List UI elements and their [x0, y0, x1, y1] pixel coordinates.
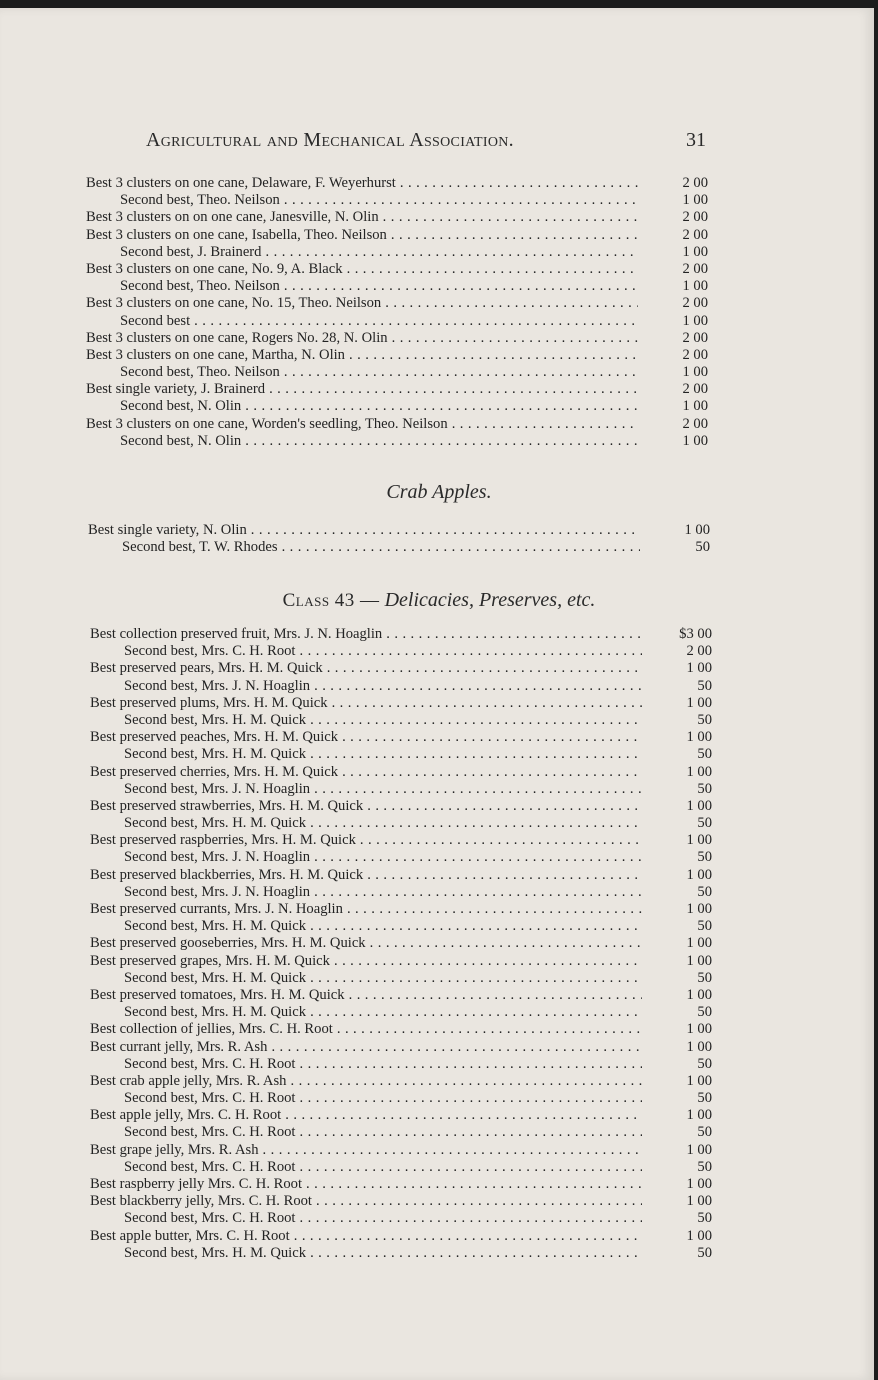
- award-description: Best 3 clusters on one cane, Isabella, Theo. Neilson . . .: [86, 227, 638, 244]
- award-entry: [0, 1107, 878, 1124]
- document-page: [0, 8, 874, 1380]
- award-description: Best preserved pears, Mrs. H. M. Quick . . .: [90, 660, 642, 677]
- award-amount: 2 00: [686, 643, 712, 660]
- award-description: Second best, Mrs. H. M. Quick . . .: [124, 1245, 642, 1262]
- award-amount: 1 00: [682, 432, 708, 449]
- award-description: Best crab apple jelly, Mrs. R. Ash . . .: [90, 1073, 642, 1090]
- award-description: Best preserved plums, Mrs. H. M. Quick . . .: [90, 695, 642, 712]
- award-entry-second: [0, 849, 878, 866]
- award-entry-second: [0, 1090, 878, 1107]
- running-head: Agricultural and Mechanical Association.: [146, 129, 514, 151]
- award-description: Second best, Theo. Neilson . . .: [120, 192, 638, 209]
- award-description: Best currant jelly, Mrs. R. Ash . . .: [90, 1039, 642, 1056]
- award-description: Second best, Mrs. C. H. Root . . .: [124, 643, 642, 660]
- award-description: Best apple jelly, Mrs. C. H. Root . . .: [90, 1107, 642, 1124]
- award-entry: [0, 798, 878, 815]
- crab-apples-heading: [0, 481, 878, 504]
- award-description: Second best, Mrs. H. M. Quick . . .: [124, 1004, 642, 1021]
- award-amount: 50: [697, 1244, 712, 1261]
- award-description: Best preserved gooseberries, Mrs. H. M. Quick . . .: [90, 935, 642, 952]
- award-entry: [0, 522, 878, 539]
- award-amount: 50: [697, 1090, 712, 1107]
- award-description: Best 3 clusters on one cane, Martha, N. Olin . . .: [86, 347, 638, 364]
- award-entry: [0, 1021, 878, 1038]
- award-description: Second best, Mrs. J. N. Hoaglin . . .: [124, 884, 642, 901]
- award-entry-second: [0, 1245, 878, 1262]
- award-entry: [0, 1176, 878, 1193]
- award-description: Second best, T. W. Rhodes . . .: [122, 539, 640, 556]
- award-entry-second: [0, 884, 878, 901]
- award-description: Best preserved raspberries, Mrs. H. M. Quick . . .: [90, 832, 642, 849]
- award-entry: [0, 953, 878, 970]
- award-entry-second: [0, 313, 878, 330]
- award-entry-second: [0, 815, 878, 832]
- award-amount: $3 00: [679, 626, 712, 642]
- award-entry: [0, 209, 878, 226]
- class-43-heading: [0, 589, 878, 612]
- award-amount: 1 00: [686, 660, 712, 677]
- grape-awards-list: [0, 175, 878, 450]
- award-amount: 1 00: [686, 1107, 712, 1124]
- award-entry-second: [0, 192, 878, 209]
- award-description: Best collection of jellies, Mrs. C. H. Root . . .: [90, 1021, 642, 1038]
- award-entry: [0, 901, 878, 918]
- award-amount: 1 00: [682, 398, 708, 415]
- award-entry: [0, 1039, 878, 1056]
- award-amount: 1 00: [686, 866, 712, 883]
- award-amount: 1 00: [686, 1176, 712, 1192]
- award-entry: [0, 416, 878, 433]
- award-amount: 2 00: [682, 175, 708, 191]
- award-amount: 1 00: [682, 312, 708, 329]
- award-amount: 1 00: [686, 1227, 712, 1244]
- award-amount: 50: [697, 1210, 712, 1227]
- award-amount: 1 00: [686, 935, 712, 952]
- award-description: Best 3 clusters on one cane, Worden's seedling, Theo. Neilson . . .: [86, 416, 638, 433]
- award-description: Best preserved grapes, Mrs. H. M. Quick . . .: [90, 953, 642, 970]
- award-description: Best 3 clusters on one cane, Delaware, F. Weyerhurst . . .: [86, 175, 638, 192]
- award-amount: 50: [697, 677, 712, 694]
- award-amount: 1 00: [682, 192, 708, 209]
- award-entry: [0, 764, 878, 781]
- delicacies-awards-list: [0, 626, 878, 1262]
- award-amount: 50: [697, 849, 712, 866]
- award-amount: 2 00: [682, 226, 708, 243]
- award-amount: 1 00: [686, 901, 712, 917]
- award-amount: 50: [697, 711, 712, 728]
- award-amount: 1 00: [686, 694, 712, 711]
- award-description: Best preserved currants, Mrs. J. N. Hoaglin . . .: [90, 901, 642, 918]
- award-entry-second: [0, 433, 878, 450]
- award-amount: 2 00: [682, 209, 708, 226]
- award-description: Best preserved peaches, Mrs. H. M. Quick . . .: [90, 729, 642, 746]
- award-description: Second best, Mrs. C. H. Root . . .: [124, 1090, 642, 1107]
- award-description: Second best, Mrs. H. M. Quick . . .: [124, 918, 642, 935]
- award-entry: [0, 935, 878, 952]
- award-description: Best 3 clusters on one cane, No. 15, Theo. Neilson . . .: [86, 295, 638, 312]
- award-entry-second: [0, 278, 878, 295]
- award-description: Second best, Mrs. H. M. Quick . . .: [124, 712, 642, 729]
- award-description: Best preserved cherries, Mrs. H. M. Quick . . .: [90, 764, 642, 781]
- crab-apples-title: Crab Apples.: [386, 481, 492, 503]
- award-entry-second: [0, 398, 878, 415]
- award-entry-second: [0, 781, 878, 798]
- award-entry: [0, 330, 878, 347]
- award-amount: 2 00: [682, 260, 708, 277]
- award-description: Best blackberry jelly, Mrs. C. H. Root . . .: [90, 1193, 642, 1210]
- award-entry: [0, 987, 878, 1004]
- award-description: Second best, Mrs. J. N. Hoaglin . . .: [124, 678, 642, 695]
- award-entry-second: [0, 746, 878, 763]
- page-number: 31: [686, 129, 706, 151]
- award-description: Second best, N. Olin . . .: [120, 398, 638, 415]
- award-amount: 50: [697, 918, 712, 935]
- award-entry-second: [0, 1004, 878, 1021]
- class-43-label: Class 43 —: [282, 590, 380, 611]
- award-amount: 1 00: [686, 729, 712, 746]
- award-amount: 1 00: [686, 832, 712, 849]
- award-description: Second best, Mrs. C. H. Root . . .: [124, 1124, 642, 1141]
- award-amount: 1 00: [686, 1021, 712, 1038]
- award-amount: 50: [697, 883, 712, 900]
- award-amount: 50: [697, 1124, 712, 1141]
- award-amount: 2 00: [682, 346, 708, 363]
- award-amount: 50: [695, 539, 710, 556]
- award-entry: [0, 660, 878, 677]
- award-amount: 2 00: [682, 415, 708, 432]
- award-entry: [0, 227, 878, 244]
- award-description: Second best . . .: [120, 313, 638, 330]
- award-description: Second best, Mrs. C. H. Root . . .: [124, 1056, 642, 1073]
- award-entry-second: [0, 1159, 878, 1176]
- award-description: Best 3 clusters on on one cane, Janesville, N. Olin . . .: [86, 209, 638, 226]
- award-description: Second best, Mrs. H. M. Quick . . .: [124, 746, 642, 763]
- award-entry-second: [0, 970, 878, 987]
- award-description: Second best, Mrs. J. N. Hoaglin . . .: [124, 849, 642, 866]
- award-amount: 1 00: [686, 797, 712, 814]
- award-entry: [0, 347, 878, 364]
- award-entry: [0, 261, 878, 278]
- page-header: [146, 129, 706, 155]
- award-amount: 50: [697, 1158, 712, 1175]
- award-entry-second: [0, 539, 878, 556]
- award-entry: [0, 626, 878, 643]
- award-description: Second best, Mrs. H. M. Quick . . .: [124, 970, 642, 987]
- award-description: Best 3 clusters on one cane, No. 9, A. Black . . .: [86, 261, 638, 278]
- award-entry: [0, 867, 878, 884]
- award-amount: 1 00: [686, 1072, 712, 1089]
- award-description: Second best, Mrs. C. H. Root . . .: [124, 1159, 642, 1176]
- award-entry-second: [0, 1124, 878, 1141]
- award-description: Second best, Theo. Neilson . . .: [120, 364, 638, 381]
- award-entry: [0, 695, 878, 712]
- award-description: Best grape jelly, Mrs. R. Ash . . .: [90, 1142, 642, 1159]
- award-entry: [0, 1073, 878, 1090]
- award-entry-second: [0, 918, 878, 935]
- award-description: Best apple butter, Mrs. C. H. Root . . .: [90, 1228, 642, 1245]
- award-entry: [0, 1228, 878, 1245]
- award-entry-second: [0, 1210, 878, 1227]
- award-amount: 1 00: [686, 763, 712, 780]
- award-entry: [0, 295, 878, 312]
- award-entry: [0, 175, 878, 192]
- crab-apple-awards-list: [0, 522, 878, 556]
- award-amount: 50: [697, 746, 712, 763]
- award-description: Best collection preserved fruit, Mrs. J. N. Hoaglin . . .: [90, 626, 642, 643]
- award-entry-second: [0, 643, 878, 660]
- award-amount: 50: [697, 1055, 712, 1072]
- award-description: Second best, N. Olin . . .: [120, 433, 638, 450]
- award-description: Best single variety, J. Brainerd . . .: [86, 381, 638, 398]
- award-amount: 1 00: [684, 522, 710, 538]
- award-amount: 1 00: [682, 243, 708, 260]
- award-amount: 1 00: [686, 1141, 712, 1158]
- award-description: Best 3 clusters on one cane, Rogers No. 28, N. Olin . . .: [86, 330, 638, 347]
- award-description: Best preserved tomatoes, Mrs. H. M. Quick . . .: [90, 987, 642, 1004]
- award-amount: 1 00: [682, 278, 708, 295]
- award-description: Second best, Mrs. J. N. Hoaglin . . .: [124, 781, 642, 798]
- award-description: Second best, Mrs. C. H. Root . . .: [124, 1210, 642, 1227]
- award-entry: [0, 381, 878, 398]
- award-amount: 50: [697, 815, 712, 832]
- award-entry-second: [0, 364, 878, 381]
- award-entry: [0, 729, 878, 746]
- award-amount: 2 00: [682, 381, 708, 398]
- award-description: Second best, J. Brainerd . . .: [120, 244, 638, 261]
- award-amount: 1 00: [682, 364, 708, 381]
- award-description: Best preserved blackberries, Mrs. H. M. Quick . . .: [90, 867, 642, 884]
- award-amount: 50: [697, 1004, 712, 1021]
- award-amount: 2 00: [682, 295, 708, 312]
- award-entry: [0, 1142, 878, 1159]
- award-description: Second best, Theo. Neilson . . .: [120, 278, 638, 295]
- class-43-subtitle: Delicacies, Preserves, etc.: [384, 589, 596, 611]
- award-amount: 50: [697, 780, 712, 797]
- award-amount: 1 00: [686, 952, 712, 969]
- award-description: Best raspberry jelly Mrs. C. H. Root . . .: [90, 1176, 642, 1193]
- award-entry-second: [0, 1056, 878, 1073]
- award-amount: 1 00: [686, 986, 712, 1003]
- award-entry: [0, 1193, 878, 1210]
- award-amount: 1 00: [686, 1038, 712, 1055]
- award-amount: 50: [697, 969, 712, 986]
- award-description: Best preserved strawberries, Mrs. H. M. Quick . . .: [90, 798, 642, 815]
- award-description: Best single variety, N. Olin . . .: [88, 522, 640, 539]
- award-entry-second: [0, 678, 878, 695]
- award-amount: 2 00: [682, 329, 708, 346]
- award-description: Second best, Mrs. H. M. Quick . . .: [124, 815, 642, 832]
- award-entry-second: [0, 244, 878, 261]
- award-entry: [0, 832, 878, 849]
- award-amount: 1 00: [686, 1193, 712, 1210]
- award-entry-second: [0, 712, 878, 729]
